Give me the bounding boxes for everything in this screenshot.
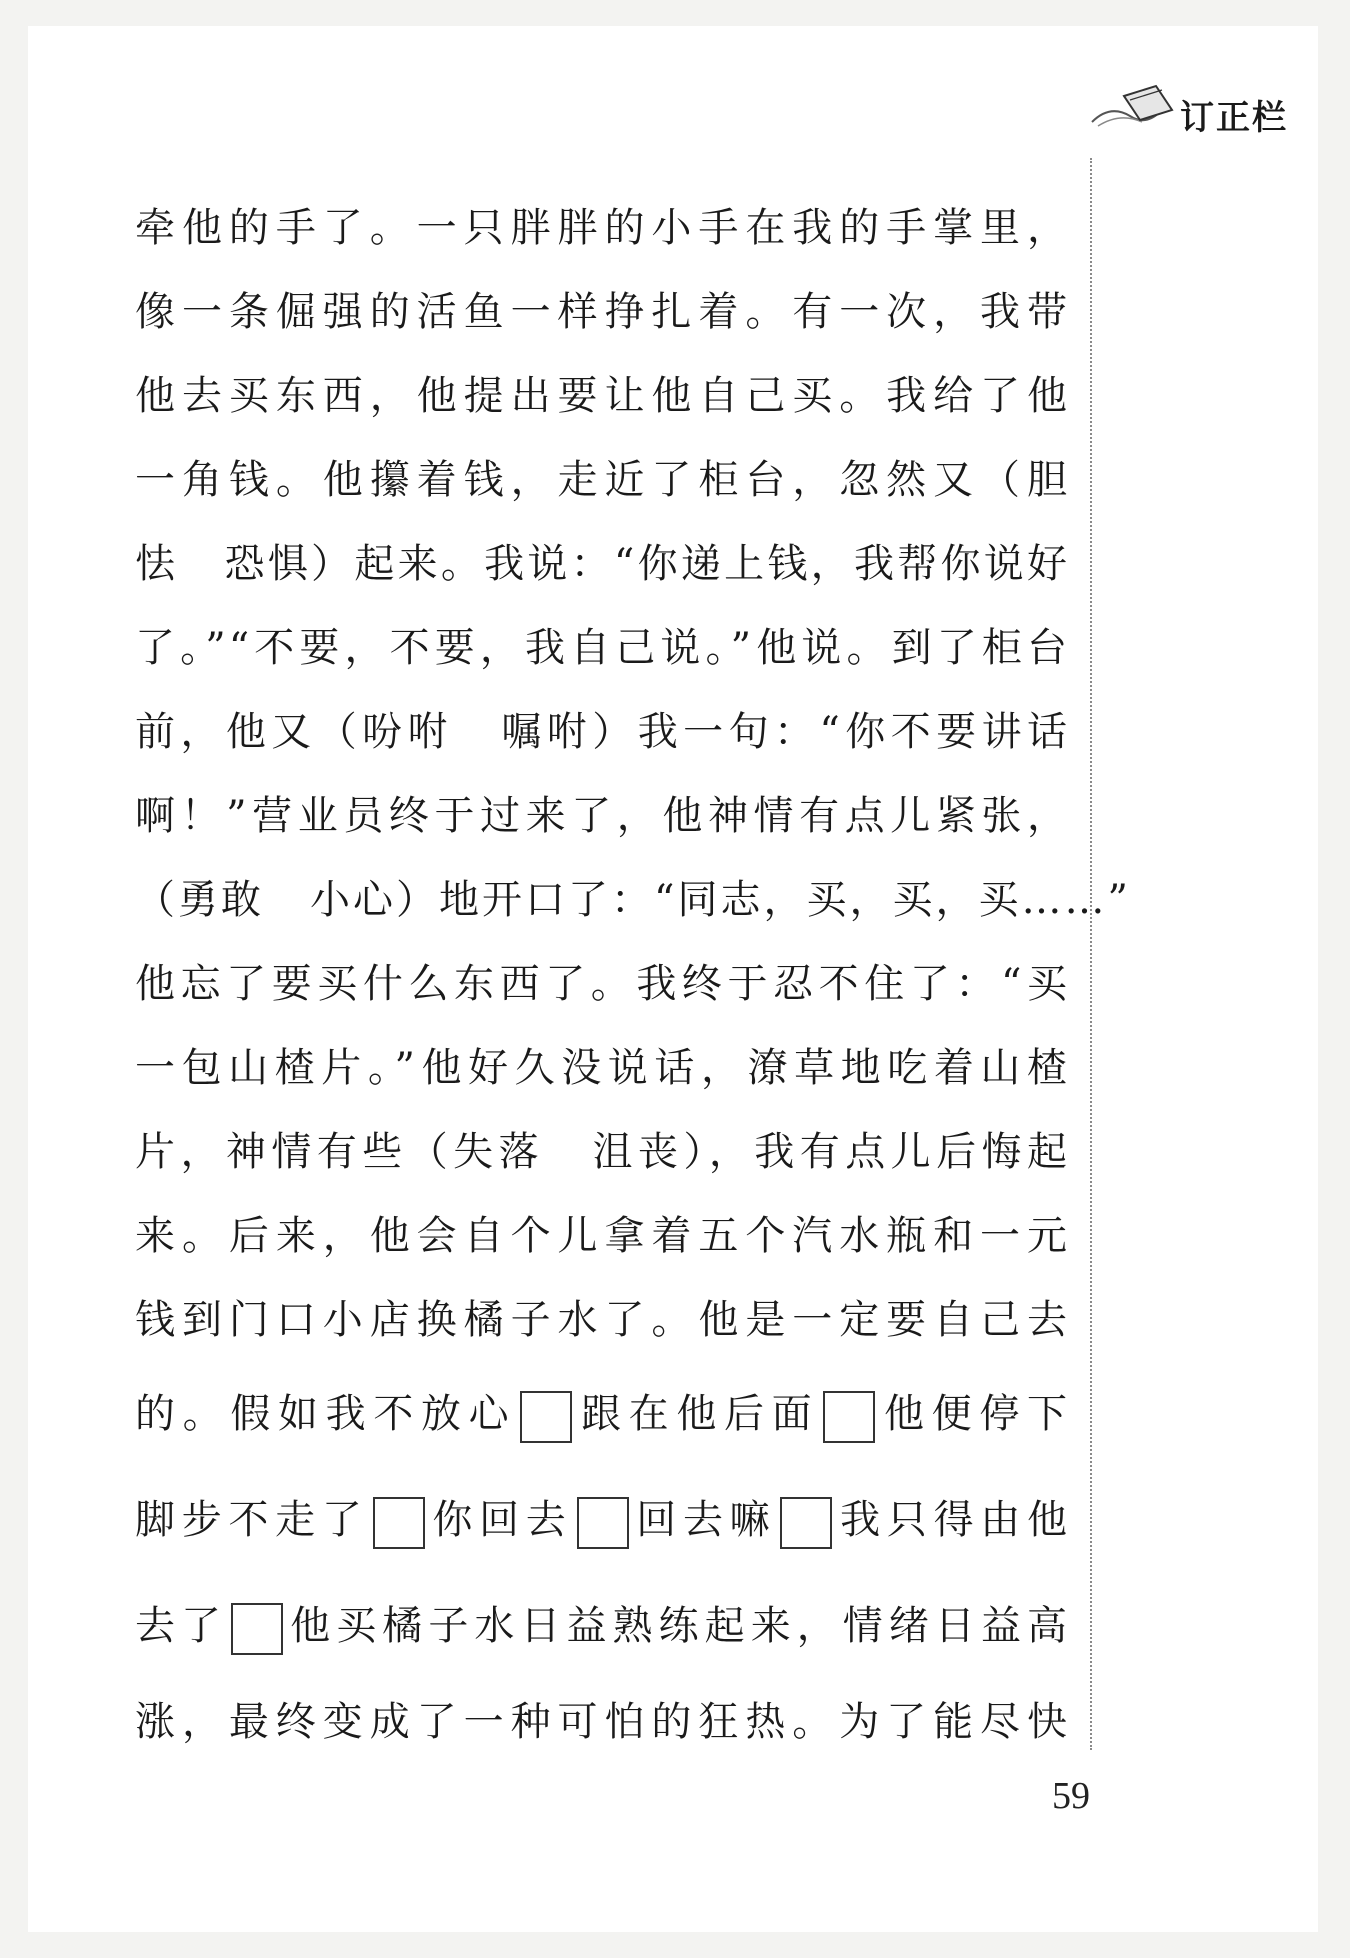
correction-column-divider <box>1090 158 1092 1750</box>
text-segment: 恐惧）起来。我说：“你递上钱，我帮你说好 <box>224 541 1070 587</box>
text-segment: 他买橘子水日益熟练起来，情绪日益高 <box>287 1603 1071 1649</box>
punctuation-blank[interactable] <box>577 1497 629 1549</box>
text-line: 钱到门口小店换橘子水了。他是一定要自己去 <box>135 1297 1070 1343</box>
correction-column-header <box>1090 82 1320 142</box>
text-line: 涨，最终变成了一种可怕的狂热。为了能尽快 <box>135 1699 1070 1745</box>
text-line: 了。”“不要，不要，我自己说。”他说。到了柜台 <box>135 625 1070 671</box>
text-line: 来。后来，他会自个儿拿着五个汽水瓶和一元 <box>135 1213 1070 1259</box>
text-line <box>135 1122 1070 1182</box>
text-line <box>135 1384 1070 1444</box>
text-segment: 片，神情有些（失落 <box>135 1129 545 1175</box>
text-segment: 回去嘛 <box>632 1497 777 1543</box>
text-line <box>135 1596 1070 1656</box>
text-line: 他忘了要买什么东西了。我终于忍不住了：“买 <box>135 961 1070 1007</box>
word-choice-option[interactable]: 怯 <box>135 541 179 587</box>
text-segment: 去了 <box>135 1603 228 1649</box>
text-segment: 我只得由他 <box>836 1497 1071 1543</box>
punctuation-blank[interactable] <box>231 1603 283 1655</box>
text-segment: 脚步不走了 <box>135 1497 369 1543</box>
text-segment: 跟在他后面 <box>576 1391 820 1437</box>
punctuation-blank[interactable] <box>520 1391 572 1443</box>
text-segment: 他便停下 <box>879 1391 1071 1437</box>
text-segment: 你回去 <box>428 1497 573 1543</box>
text-line: 一包山楂片。”他好久没说话，潦草地吃着山楂 <box>135 1045 1070 1091</box>
punctuation-blank[interactable] <box>823 1391 875 1443</box>
text-line: 一角钱。他攥着钱，走近了柜台，忽然又（胆 <box>135 457 1070 503</box>
text-line: 啊！”营业员终于过来了，他神情有点儿紧张， <box>135 793 1070 839</box>
text-segment: 前，他又（吩咐 <box>135 709 453 755</box>
text-line: 他去买东西，他提出要让他自己买。我给了他 <box>135 373 1070 419</box>
correction-column-label: 订正栏 <box>1180 98 1288 138</box>
text-line: 像一条倔强的活鱼一样挣扎着。有一次，我带 <box>135 289 1070 335</box>
text-segment: 小心）地开口了：“同志，买，买，买……” <box>310 877 1131 923</box>
punctuation-blank[interactable] <box>373 1497 425 1549</box>
page-number: 59 <box>1052 1775 1090 1817</box>
text-segment: 的。假如我不放心 <box>135 1391 517 1437</box>
text-line <box>135 702 1070 762</box>
text-line: 牵他的手了。一只胖胖的小手在我的手掌里， <box>135 205 1070 251</box>
punctuation-blank[interactable] <box>780 1497 832 1549</box>
text-segment: （勇敢 <box>135 877 264 923</box>
text-line <box>135 870 1131 930</box>
text-segment: 沮丧），我有点儿后悔起 <box>590 1129 1071 1175</box>
text-line <box>135 1490 1070 1550</box>
text-segment: 嘱咐）我一句：“你不要讲话 <box>499 709 1071 755</box>
eraser-icon <box>1090 82 1180 132</box>
text-line <box>135 534 1070 594</box>
